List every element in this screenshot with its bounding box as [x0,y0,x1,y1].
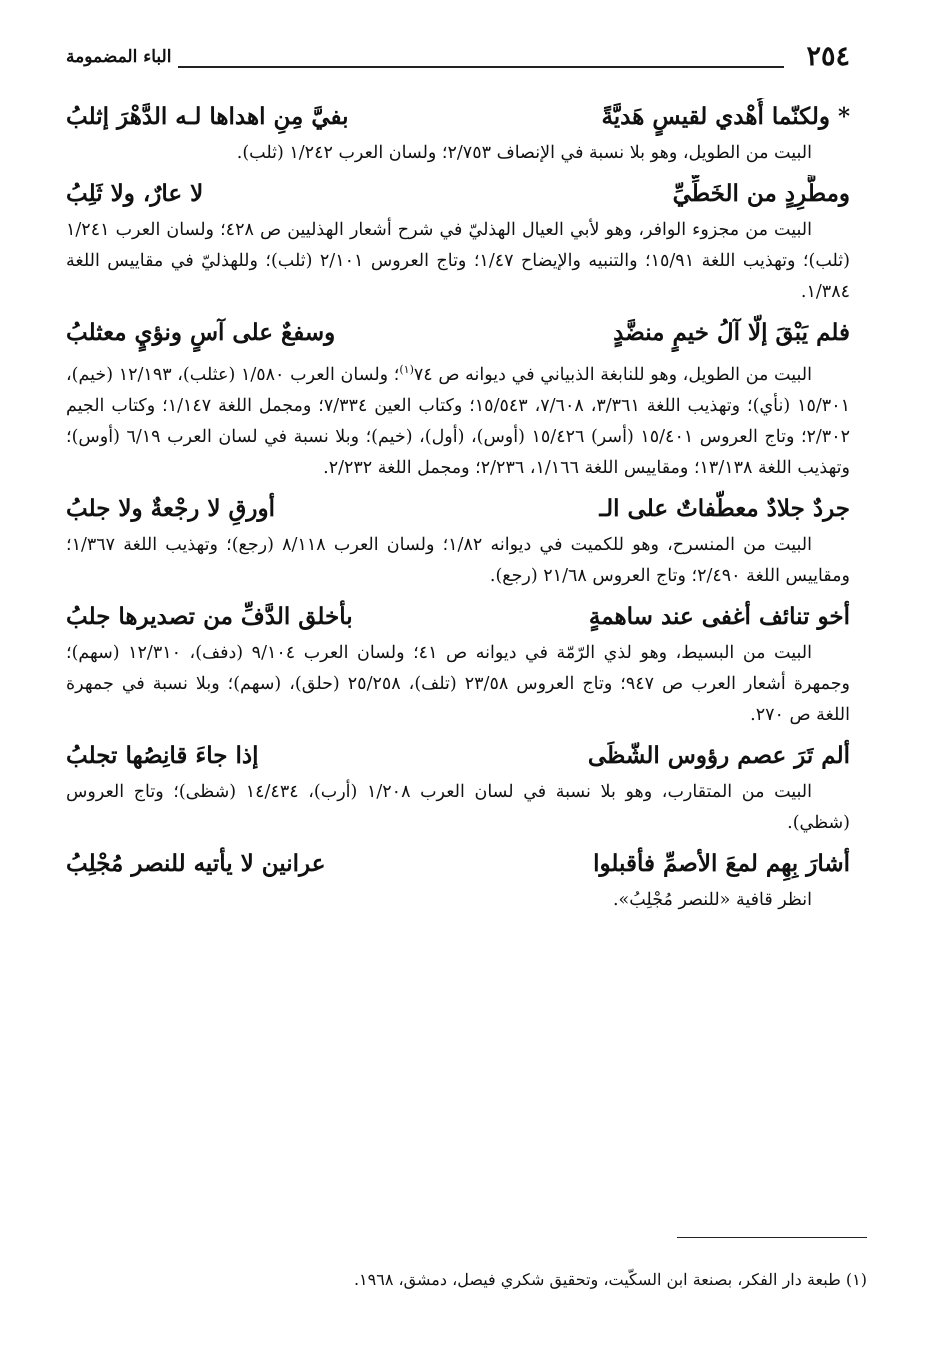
verse-note: البيت من المتقارب، وهو بلا نسبة في لسان العرب ١/٢٠٨ (أرب)، ١٤/٤٣٤ (شظى)؛ وتاج العروس (شظي). [66,781,850,833]
verse-note [66,354,850,484]
note-text: البيت من الطويل، وهو للنابغة الذبياني في ديوانه ص ٧٤ [413,364,812,385]
header-rule [178,66,784,68]
footnote-rule [677,1237,867,1238]
verse-second-hemistich: إذا جاءَ قانِصُها تجلبُ [66,741,259,769]
verse-second-hemistich: لا عارٌ، ولا ثَلِبُ [66,180,204,207]
verse-line [66,737,850,775]
verse-line [66,598,850,636]
verse-note: انظر قافية «للنصر مُجْلِبُ». [612,889,812,910]
verse-line [66,175,850,213]
verse-second-hemistich: بأخلق الدَّفِّ من تصديرها جلبُ [66,602,353,630]
note-text: ؛ ولسان العرب ١/٥٨٠ (عثلب)، ١٢/١٩٣ (خيم)، ١٥/٣٠١ (نأي)؛ وتهذيب اللغة ٣/٣٦١، ٧/٦٠٨، ١٥/٥٤٣؛ وكتاب العين ٧/٣٣٤؛ ومجمل اللغة ١/١٤٧؛ وكتاب الجيم ٢/٣٠٢؛ وتاج العروس ١٥/٤٠١ (أسر) ١٥/٤٢٦ (أوس)، (أول)، (خيم)؛ وبلا نسبة في لسان العرب ٦/١٩ (أوس)؛ وتهذيب اللغة ١٣/١٣٨؛ ومقاييس اللغة ١/١٦٦، ٢/٢٣٦؛ ومجمل اللغة ٢/٢٣٢. [66,364,851,478]
verse-note: البيت من الطويل، وهو بلا نسبة في الإنصاف ٢/٧٥٣؛ ولسان العرب ١/٢٤٢ (ثلب). [236,143,812,163]
verse-line [66,314,850,352]
verse-note: البيت من البسيط، وهو لذي الرّمّة في ديوانه ص ٤١؛ ولسان العرب ٩/١٠٤ (دفف)، ١٢/٣١٠ (سهم)؛ وجمهرة أشعار العرب ص ٩٤٧؛ وتاج العروس ٢٣/٥٨ (تلف)، ٢٥/٢٥٨ (حلق)، (سهم)؛ وبلا نسبة في جمهرة اللغة ص ٢٧٠. [66,642,850,725]
page-header [66,40,850,74]
verse-second-hemistich: بفيَّ مِنِ اهداها لـه الدَّهْرَ إثلبُ [66,103,349,130]
verse-line [66,490,850,528]
footnote-marker: (١) [399,363,414,376]
verse-second-hemistich: وسفعٌ على آسٍ ونؤيٍ معثلبُ [66,319,336,346]
verse-first-hemistich: * ولكنّما أُهْدي لقيسٍ هَديَّةً [601,103,850,130]
running-title: الباء المضمومة [66,47,172,67]
verse-line [66,845,850,883]
verse-note: البيت من المنسرح، وهو للكميت في ديوانه ١/٨٢؛ ولسان العرب ٨/١١٨ (رجع)؛ وتهذيب اللغة ١/٣٦٧؛ ومقاييس اللغة ٢/٤٩٠؛ وتاج العروس ٢١/٦٨ (رجع). [66,534,850,586]
verse-first-hemistich: ومطَّرِدٍ من الخَطِّيِّ [672,180,850,207]
verse-first-hemistich: جردٌ جلادٌ معطّفاتٌ على الـ [599,494,850,522]
verse-second-hemistich: أورقِ لا رجْعةٌ ولا جلبُ [66,494,275,522]
footnote: (١) طبعة دار الفكر، بصنعة ابن السكّيت، وتحقيق شكري فيصل، دمشق، ١٩٦٨. [353,1270,867,1289]
page-number: ٢٥٤ [806,41,850,72]
page-body [66,98,850,918]
verse-first-hemistich: فلم يَبْقَ إلّا آلُ خيمٍ منضَّدٍ [613,319,850,346]
verse-first-hemistich: أخو تنائف أغفى عند ساهمةٍ [588,602,850,630]
verse-second-hemistich: عرانين لا يأتيه للنصر مُجْلِبُ [66,849,326,877]
verse-note: البيت من مجزوء الوافر، وهو لأبي العيال الهذليّ في شرح أشعار الهذليين ص ٤٢٨؛ ولسان العرب ١/٢٤١ (ثلب)؛ وتهذيب اللغة ١٥/٩١؛ والتنبيه والإيضاح ١/٤٧؛ وتاج العروس ٢/١٠١ (ثلب)؛ وللهذليّ في مقاييس اللغة ١/٣٨٤. [66,220,850,302]
verse-line [66,98,850,136]
verse-first-hemistich: أشارَ بِهِم لمعَ الأصمِّ فأقبلوا [593,849,850,877]
verse-first-hemistich: ألم تَرَ عصم رؤوس الشّظَى [587,741,850,769]
